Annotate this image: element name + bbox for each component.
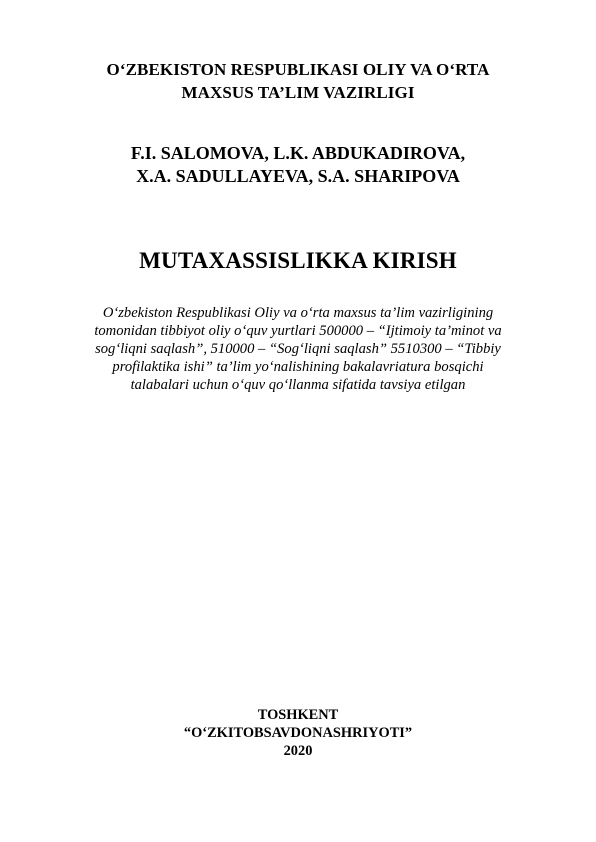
authors-line-2: X.A. SADULLAYEVA, S.A. SHARIPOVA — [136, 166, 460, 186]
description-line-2: tomonidan tibbiyot oliy o‘quv yurtlari 500000 – “Ijtimoiy ta’minot va — [94, 323, 502, 339]
book-title: MUTAXASSISLIKKA KIRISH — [139, 248, 457, 273]
ministry-line-2: MAXSUS TA’LIM VAZIRLIGI — [181, 83, 415, 102]
description-line-3: sog‘liqni saqlash”, 510000 – “Sog‘liqni saqlash” 5510300 – “Tibbiy — [95, 341, 501, 357]
publication-year: 2020 — [283, 743, 313, 759]
authors-line-1: F.I. SALOMOVA, L.K. ABDUKADIROVA, — [130, 143, 466, 163]
publisher-city: TOSHKENT — [257, 707, 339, 723]
publisher-name: “O‘ZKITOBSAVDONASHRIYOTI” — [183, 725, 413, 741]
ministry-line-1: O‘ZBEKISTON RESPUBLIKASI OLIY VA O‘RTA — [106, 60, 490, 79]
description-line-1: O‘zbekiston Respublikasi Oliy va o‘rta maxsus ta’lim vazirligining — [102, 305, 494, 321]
description-line-5: talabalari uchun o‘quv qo‘llanma sifatida tavsiya etilgan — [130, 377, 466, 393]
description-line-4: profilaktika ishi” ta’lim yo‘nalishining bakalavriatura bosqichi — [112, 359, 484, 375]
